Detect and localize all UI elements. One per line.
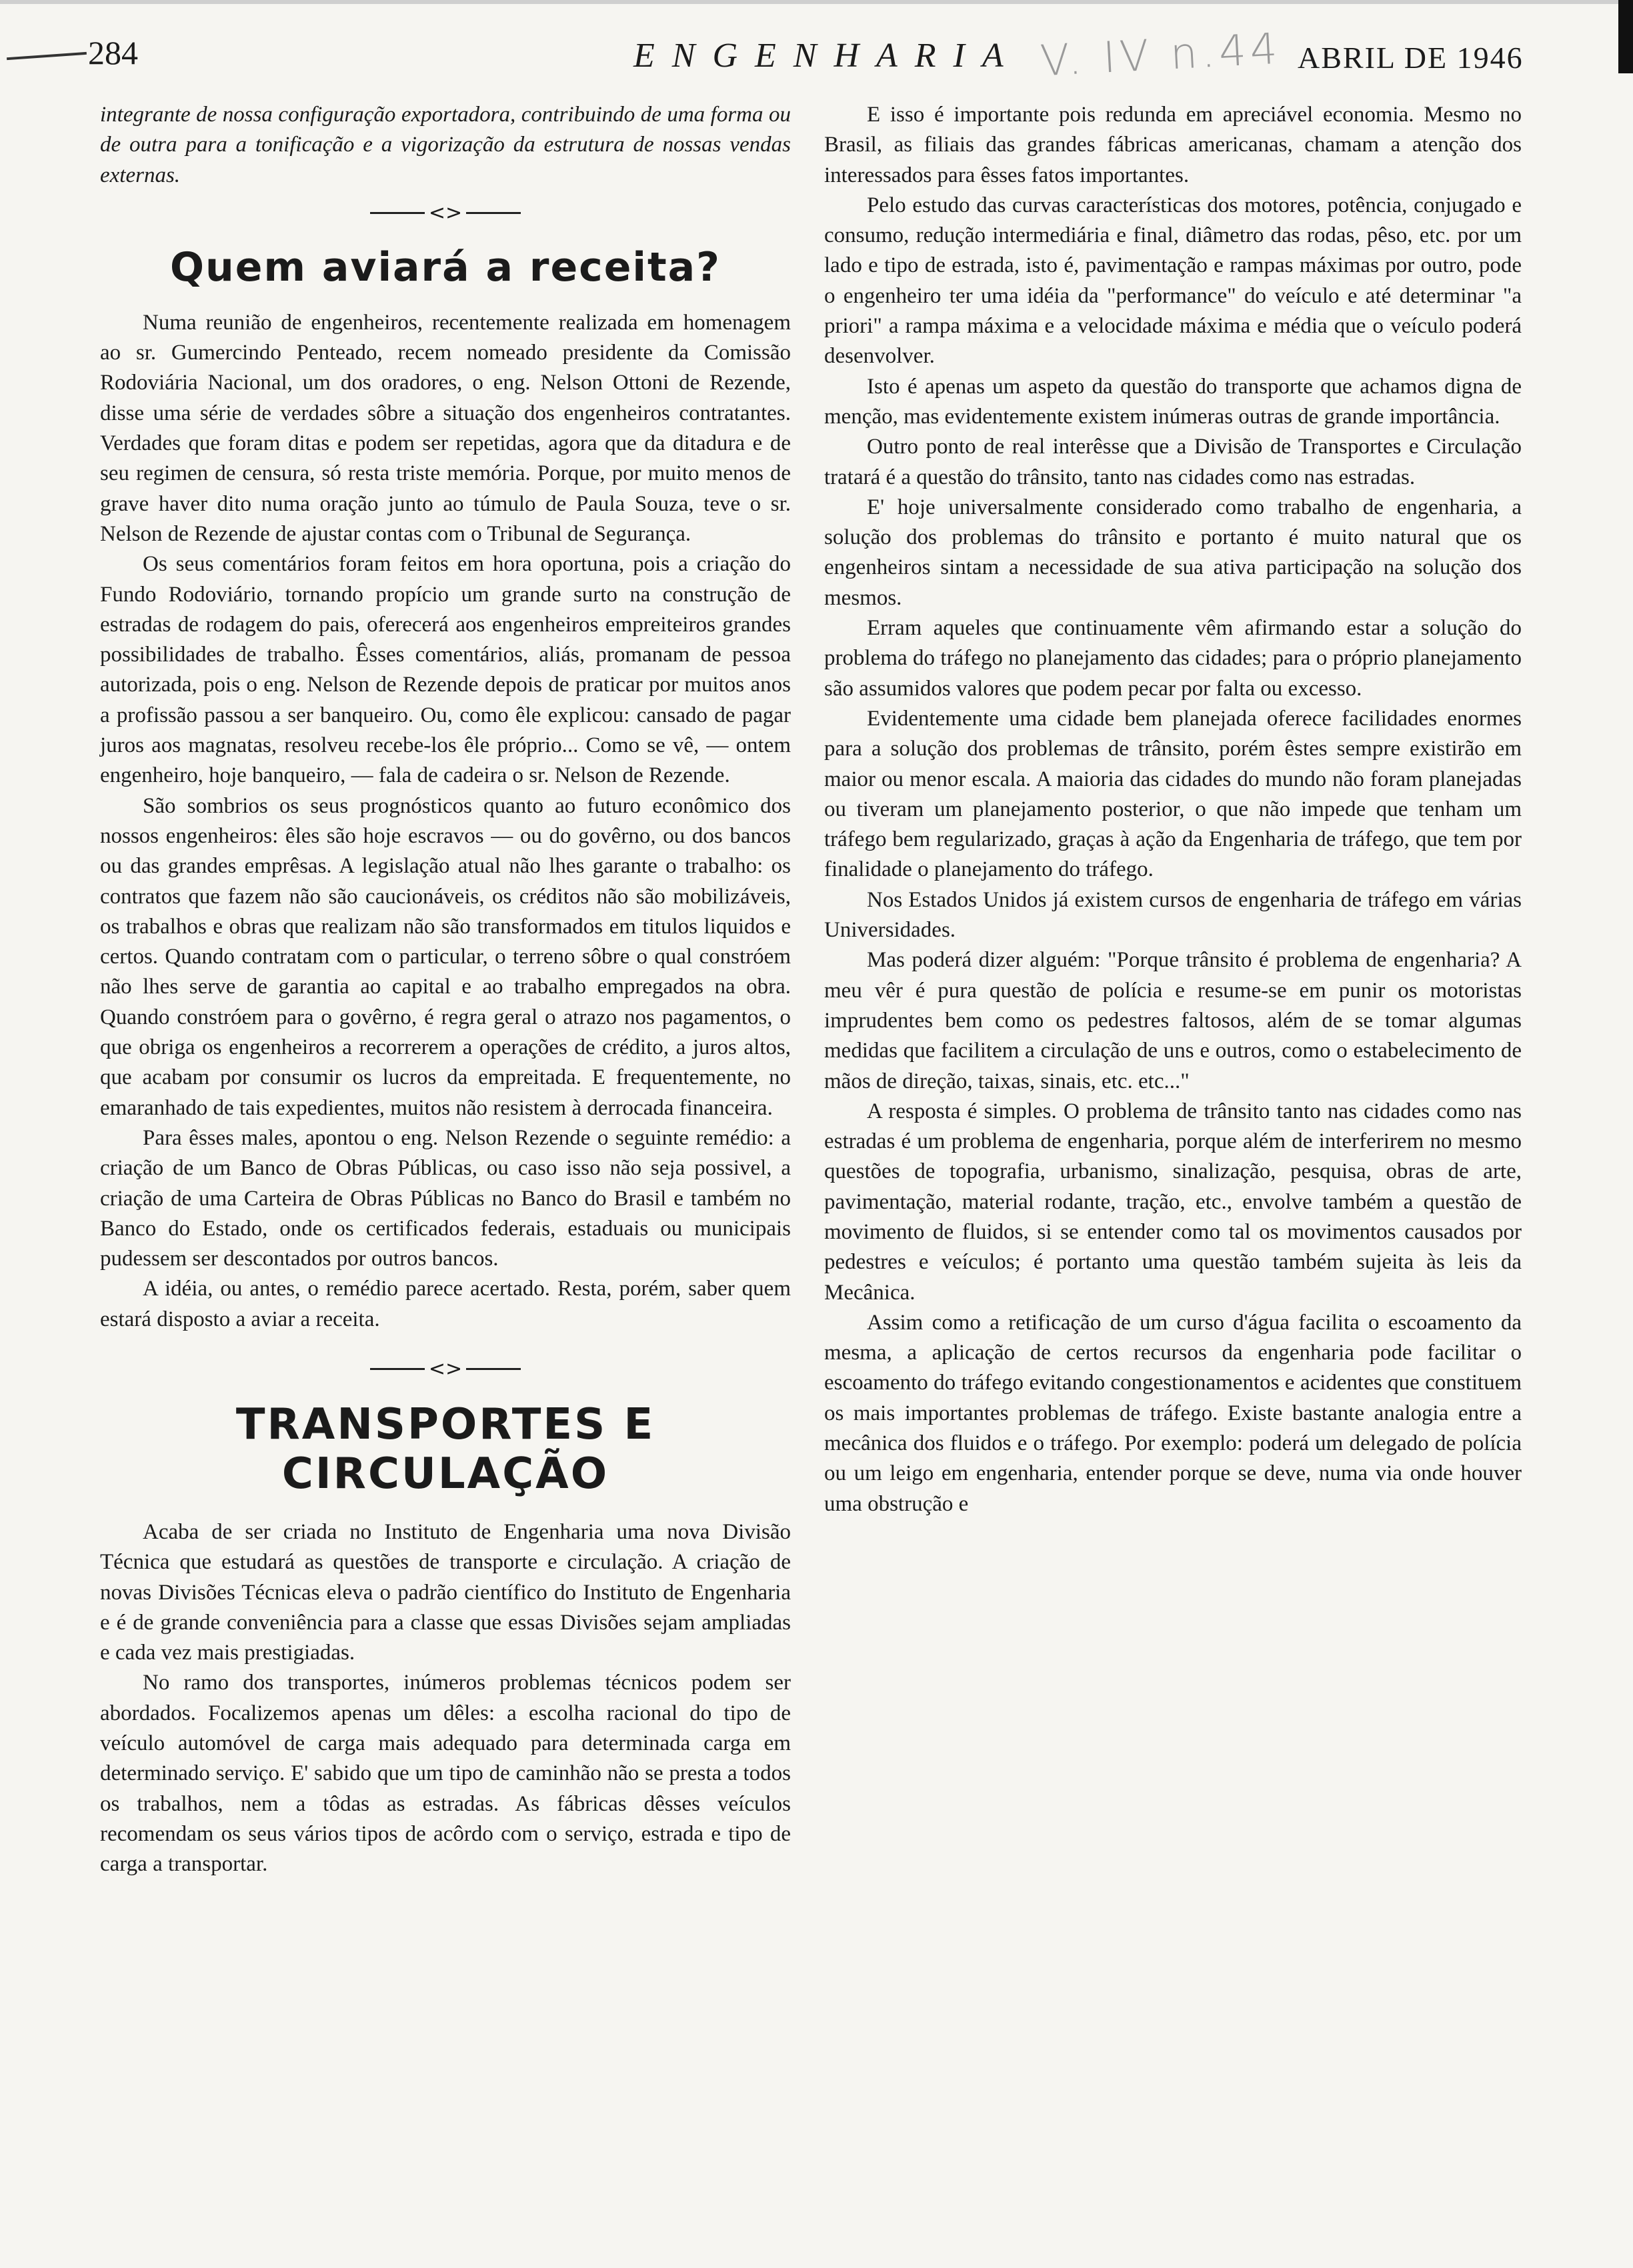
section-divider (100, 1357, 791, 1391)
article2-paragraph: No ramo dos transportes, inúmeros problemas técnicos podem ser abordados. Focalizemos apenas um dêles: a escolha racional do tipo de veículo automóvel de carga mais adequado para determinada carga em determinado serviço. E' sabido que um tipo de caminhão não se presta a todos os trabalhos, nem a tôdas as estradas. As fábricas dêsses veículos recomendam os seus vários tipos de acôrdo com o serviço, estrada e tipo de carga a transportar. (100, 1671, 791, 1877)
divider-line (466, 212, 521, 214)
divider-line (466, 1368, 521, 1370)
section-divider (100, 201, 791, 235)
article2-paragraph: Mas poderá dizer alguém: "Porque trânsito é problema de engenharia? A meu vêr é pura questão de polícia e resume-se em punir os motoristas imprudentes bem como os pedestres faltosos, além de se tomar algumas medidas que facilitem a circulação de uns e outros, como o estabelecimento de mãos de direção, taixas, sinais, etc. etc..." (824, 948, 1522, 1093)
article2-paragraph: E' hoje universalmente considerado como trabalho de engenharia, a solução dos problemas do trânsito e portanto é muito natural que os engenheiros sintam a necessidade de sua ativa participação na solução dos mesmos. (824, 495, 1522, 610)
article2-paragraph: Assim como a retificação de um curso d'água facilita o escoamento da mesma, a aplicação de certos recursos da engenharia pode facilitar o escoamento do tráfego evitando congestionamentos e acidentes que constituem os mais importantes problemas de tráfego. Existe bastante analogia entre a mecânica dos fluidos e o tráfego. Por exemplo: poderá um delegado de polícia ou um leigo em engenharia, entender porque se deve, numa via onde houver uma obstrução e (824, 1310, 1522, 1516)
divider-line (370, 1368, 425, 1370)
intro-paragraph: integrante de nossa configuração exportadora, contribuindo de uma forma ou de outra para a tonificação e a vigorização da estrutura de nossas vendas externas. (100, 103, 791, 187)
article1-paragraph: São sombrios os seus prognósticos quanto ao futuro econômico dos nossos engenheiros: êles são hoje escravos — ou do govêrno, ou dos bancos ou das grandes emprêsas. A legislação atual não lhes garante o trabalho: os contratos que fazem não são caucionáveis, os créditos não são mobilizáveis, os trabalhos e obras que realizam não são transformados em titulos liquidos e certos. Quando contratam com o particular, o terreno sôbre o qual constróem não lhes serve de garantia ao capital e ao trabalho empregados na obra. Quando constróem para o govêrno, é regra geral o atrazo nos pagamentos, o que obriga os engenheiros a recorrerem a operações de crédito, a juros altos, que acabam por consumir os lucros da empreitada. E frequentemente, no emaranhado de tais expedientes, muitos não resistem à derrocada financeira. (100, 793, 791, 1120)
divider-ornament-icon: <> (428, 201, 463, 225)
divider-line (370, 212, 425, 214)
article2-paragraph: Acaba de ser criada no Instituto de Engenharia uma nova Divisão Técnica que estudará as questões de transporte e circulação. A criação de novas Divisões Técnicas eleva o padrão científico do Instituto de Engenharia e é de grande conveniência para a classe que essas Divisões sejam ampliadas e cada vez mais prestigiadas. (100, 1519, 791, 1665)
page-header (0, 24, 1633, 87)
article-title-transportes: TRANSPORTES E CIRCULAÇÃO (235, 1399, 655, 1499)
handwritten-volume-note: V. IV n.44 (1039, 24, 1283, 87)
article2-paragraph: Pelo estudo das curvas características dos motores, potência, conjugado e consumo, redução intermediária e final, diâmetro das rodas, pêso, etc. por um lado e tipo de estrada, isto é, pavimentação e rampas máximas por outro, pode o engenheiro ter uma idéia da "performance" do veículo e até determinar "a priori" a rampa máxima e a velocidade máxima e média que o veículo poderá desenvolver. (824, 193, 1522, 369)
article1-paragraph: Numa reunião de engenheiros, recentemente realizada em homenagem ao sr. Gumercindo Penteado, recem nomeado presidente da Comissão Rodoviária Nacional, um dos oradores, o eng. Nelson Ottoni de Rezende, disse uma série de verdades sôbre a situação dos engenheiros contratantes. Verdades que foram ditas e podem ser repetidas, agora que da ditadura e de seu regimen de censura, só resta triste memória. Porque, por muito menos de grave haver dito numa oração junto ao túmulo de Paula Souza, teve o sr. Nelson de Rezende de ajustar contas com o Tribunal de Segurança. (100, 310, 791, 546)
divider-ornament-icon: <> (428, 1357, 463, 1381)
top-border (0, 0, 1633, 4)
right-column (824, 100, 1522, 1519)
left-column (100, 100, 791, 1880)
article2-paragraph: Isto é apenas um aspeto da questão do transporte que achamos digna de menção, mas evidentemente existem inúmeras outras de grande importância. (824, 374, 1522, 429)
article1-paragraph: Para êsses males, apontou o eng. Nelson Rezende o seguinte remédio: a criação de um Banco de Obras Públicas, ou caso isso não seja possivel, a criação de uma Carteira de Obras Públicas no Banco do Brasil e também no Banco do Estado, onde os certificados federais, estaduais ou municipais pudessem ser descontados por outros bancos. (100, 1125, 791, 1271)
article2-paragraph: Nos Estados Unidos já existem cursos de engenharia de tráfego em várias Universidades. (824, 887, 1522, 943)
article2-paragraph: E isso é importante pois redunda em apreciável economia. Mesmo no Brasil, as filiais das grandes fábricas americanas, chamam a atenção dos interessados para êsses fatos importantes. (824, 103, 1522, 187)
article2-paragraph: Erram aqueles que continuamente vêm afirmando estar a solução do problema do tráfego no planejamento das cidades; para o próprio planejamento são assumidos valores que podem pecar por falta ou excesso. (824, 616, 1522, 701)
journal-title: ENGENHARIA (633, 37, 1021, 75)
page-number: 284 (88, 34, 138, 71)
article1-paragraph: Os seus comentários foram feitos em hora oportuna, pois a criação do Fundo Rodoviário, tornando propício um grande surto na construção de estradas de rodagem do pais, oferecerá aos engenheiros empreiteiros grandes possibilidades de trabalho. Êsses comentários, aliás, promanam de pessoa autorizada, pois o eng. Nelson de Rezende depois de praticar por muitos anos a profissão passou a ser banqueiro. Ou, como êle explicou: cansado de pagar juros aos magnatas, resolveu recebe-los êle próprio... Como se vê, — ontem engenheiro, hoje banqueiro, — fala de cadeira o sr. Nelson de Rezende. (100, 552, 791, 788)
article2-paragraph: Outro ponto de real interêsse que a Divisão de Transportes e Circulação tratará é a questão do trânsito, tanto nas cidades como nas estradas. (824, 435, 1522, 489)
page-number-pen-mark (7, 52, 87, 60)
article1-paragraph: A idéia, ou antes, o remédio parece acertado. Resta, porém, saber quem estará disposto a aviar a receita. (100, 1277, 791, 1331)
article-title-receita: Quem aviará a receita? (170, 243, 721, 291)
issue-date: ABRIL DE 1946 (1298, 41, 1524, 75)
article2-paragraph: Evidentemente uma cidade bem planejada oferece facilidades enormes para a solução dos problemas de trânsito, porém êstes sempre existirão em maior ou menor escala. A maioria das cidades do mundo não foram planejadas ou tiveram um planejamento posterior, o que não impede que tenham um tráfego bem regularizado, graças à ação da Engenharia de tráfego, que tem por finalidade o planejamento do tráfego. (824, 706, 1522, 882)
article2-paragraph: A resposta é simples. O problema de trânsito tanto nas cidades como nas estradas é um problema de engenharia, porque além de interferirem no mesmo questões de topografia, urbanismo, sinalização, pesquisa, obras de arte, pavimentação, material rodante, tração, etc., envolve também a questão de movimento de fluidos, si se entender como tal os movimentos causados por pedestres e veículos; é portanto uma questão também sujeita às leis da Mecânica. (824, 1099, 1522, 1305)
